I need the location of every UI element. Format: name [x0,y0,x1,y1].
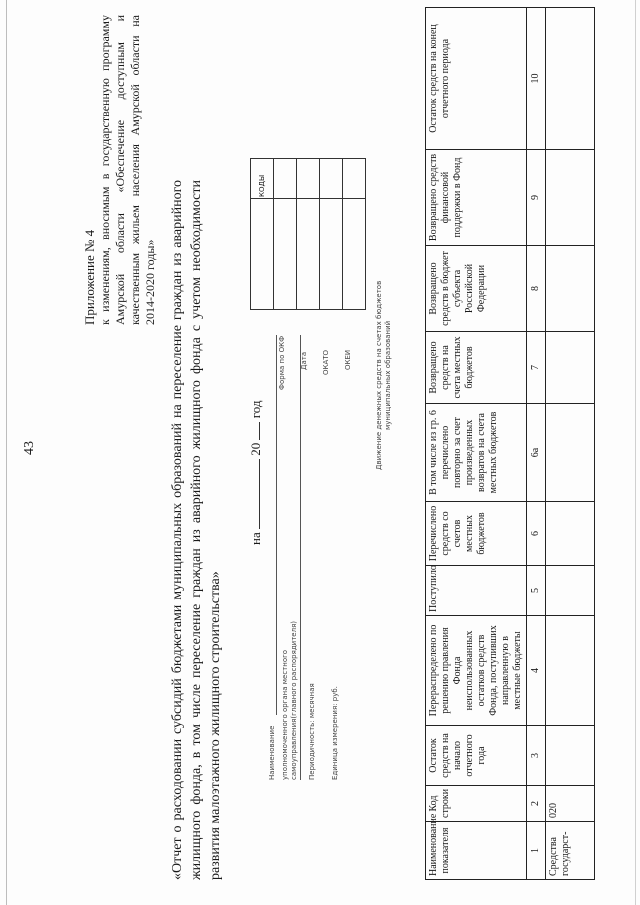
codes-row-okato [320,159,343,309]
name-rule [276,335,277,715]
header-cell: Код строки [426,786,527,822]
label-movement-line2: муниципальных образований [384,320,392,430]
header-cell: Поступило [426,566,527,616]
column-number-row [527,8,546,880]
table-cell[interactable] [546,726,595,786]
codes-value-okato[interactable] [320,198,342,309]
row-name: Средства государст- [546,822,595,880]
codes-label-okei: ОКЕИ [344,349,352,370]
header-cell: Возвращено средств на счета местных бюджетов [426,332,527,404]
table-cell[interactable] [546,502,595,566]
codes-header-row [251,159,274,309]
report-title: «Отчет о расходовании субсидий бюджетами муниципальных образований на переселение граждан из аварийного жилищного фонда, в том числе переселение граждан из аварийного жилищного фонда с учетом необходимости развития малоэтажного жилищного строительства» [170,180,223,880]
table-cell[interactable] [546,332,595,404]
table-cell[interactable] [546,566,595,616]
header-cell: В том числе из гр. 6 перечислено повторно за счет произведенных возвратов на счета местных бюджетов [426,404,527,502]
table-cell[interactable] [546,246,595,332]
header-cell: Перераспределено по решению правления Фонда неиспользованных остатков средств Фонда, поступивших направленную в местные бюджеты [426,616,527,726]
column-number: 10 [527,8,546,150]
table-cell[interactable] [546,404,595,502]
codes-label-okato: ОКАТО [322,349,330,375]
appendix-block [82,15,158,325]
date-suffix: год [248,400,263,419]
column-number: 8 [527,246,546,332]
codes-label-okf: Форма по ОКФ [278,335,286,390]
codes-value-date[interactable] [297,198,319,309]
label-period: Периодичность: месячная [308,683,316,780]
header-cell: Возвращено средств финансовой поддержки в Фонд [426,150,527,246]
codes-header: КОДЫ [258,174,266,197]
table-row [546,8,595,880]
codes-row-okf [274,159,297,309]
header-cell: Остаток средств на начало отчетного года [426,726,527,786]
column-number: 5 [527,566,546,616]
column-number: 6 [527,502,546,566]
row-code: 020 [546,786,595,822]
column-number: 9 [527,150,546,246]
codes-row-date [297,159,320,309]
date-year: 20 [248,442,263,456]
org-rule [300,335,301,780]
codes-value-okf[interactable] [274,198,296,309]
header-cell: Перечислено средств со счетов местных бюджетов [426,502,527,566]
date-prefix: на [248,532,263,545]
column-number: 6а [527,404,546,502]
table-cell[interactable] [546,8,595,150]
label-movement [375,281,393,470]
codes-label-date: Дата [300,351,308,370]
label-movement-line1: Движение денежных средств на счетах бюджетов [375,280,383,470]
codes-box [250,158,366,310]
column-number: 1 [527,822,546,880]
column-number: 7 [527,332,546,404]
codes-value-okei[interactable] [343,198,365,309]
header-cell: Возвращено средств в бюджет субъекта Российской Федерации [426,246,527,332]
page-number: 43 [22,441,37,455]
table-header-row [426,8,527,880]
label-org-line2: самоуправления(главного распорядителя) [290,620,298,780]
table-cell[interactable] [546,616,595,726]
table-cell[interactable] [546,150,595,246]
label-name: Наименование [268,725,276,780]
header-cell: Остаток средств на конец отчетного периода [426,8,527,150]
label-org-line1: уполномоченного органа местного [281,649,289,780]
appendix-title: Приложение № 4 [82,229,97,325]
column-number: 4 [527,616,546,726]
label-org [281,621,299,780]
movement-table [425,7,595,880]
codes-header-value [251,198,273,309]
appendix-text: к изменениям, вносимым в государственную программу Амурской области «Обеспечение доступным и качественным жильем населения Амурской области на 2014-2020 годы» [98,15,157,325]
column-number: 2 [527,786,546,822]
codes-row-okei [343,159,365,309]
label-unit: Единица измерения: руб. [331,686,339,780]
column-number: 3 [527,726,546,786]
date-line [248,401,264,545]
header-cell: Наименование показателя [426,822,527,880]
